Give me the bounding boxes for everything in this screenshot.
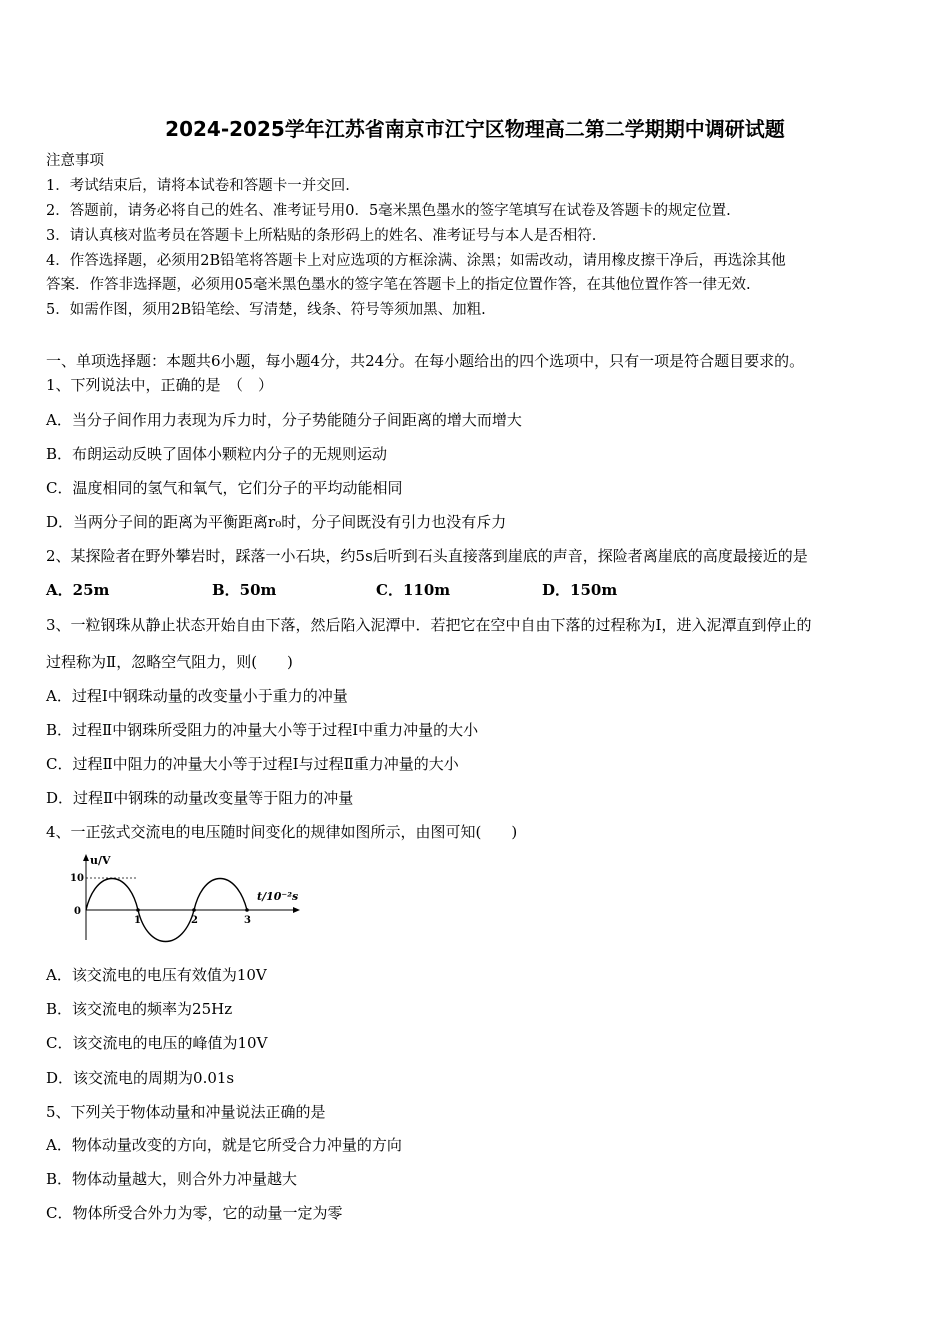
option-a: A．当分子间作用力表现为斥力时，分子势能随分子间距离的增大而增大 — [46, 411, 522, 429]
notice-item: 3．请认真核对监考员在答题卡上所粘贴的条形码上的姓名、准考证号与本人是否相符. — [46, 228, 597, 244]
section-heading: 一、单项选择题：本题共6小题，每小题4分，共24分。在每小题给出的四个选项中，只有一项是符合题目要求的。 — [46, 352, 805, 370]
x-axis-arrow — [293, 907, 300, 913]
notice-heading: 注意事项 — [46, 153, 104, 169]
notice-item: 4．作答选择题，必须用2B铅笔将答题卡上对应选项的方框涂满、涂黑；如需改动，请用橡皮擦干净后，再选涂其他 — [46, 253, 786, 269]
origin-label: 0 — [74, 906, 81, 917]
option-d: D．当两分子间的距离为平衡距离r₀时，分子间既没有引力也没有斥力 — [46, 513, 507, 531]
option-b: B．50m — [212, 581, 277, 599]
tick-dot — [192, 908, 196, 912]
option-c: C．过程Ⅱ中阻力的冲量大小等于过程Ⅰ与过程Ⅱ重力冲量的大小 — [46, 755, 459, 773]
peak-tick-label: 10 — [70, 873, 84, 884]
option-b: B．物体动量越大，则合外力冲量越大 — [46, 1170, 298, 1188]
tick-dot — [245, 908, 249, 912]
option-a: A．25m — [46, 581, 110, 599]
x-tick-label: 1 — [134, 915, 141, 926]
voltage-time-graph — [70, 852, 310, 944]
option-b: B．布朗运动反映了固体小颗粒内分子的无规则运动 — [46, 445, 388, 463]
question-stem: 2、某探险者在野外攀岩时，踩落一小石块，约5s后听到石头直接落到崖底的声音，探险者离崖底的高度最接近的是 — [46, 547, 808, 565]
x-tick-label: 3 — [244, 915, 251, 926]
notice-item: 答案．作答非选择题，必须用05毫米黑色墨水的签字笔在答题卡上的指定位置作答，在其他位置作答一律无效. — [46, 277, 751, 293]
question-stem: 4、一正弦式交流电的电压随时间变化的规律如图所示，由图可知( ) — [46, 823, 518, 841]
x-tick-label: 2 — [191, 915, 198, 926]
y-axis-label: u/V — [90, 854, 111, 867]
question-stem-cont: 过程称为Ⅱ，忽略空气阻力，则( ) — [46, 653, 293, 671]
notice-item: 1．考试结束后，请将本试卷和答题卡一并交回. — [46, 178, 350, 194]
page-title: 2024-2025学年江苏省南京市江宁区物理高二第二学期期中调研试题 — [165, 117, 785, 141]
option-c: C．物体所受合外力为零，它的动量一定为零 — [46, 1204, 343, 1222]
option-d: D．150m — [542, 581, 618, 599]
option-b: B．该交流电的频率为25Hz — [46, 1000, 233, 1018]
option-c: C．该交流电的电压的峰值为10V — [46, 1034, 268, 1052]
option-d: D．过程Ⅱ中钢珠的动量改变量等于阻力的冲量 — [46, 789, 354, 807]
option-a: A．该交流电的电压有效值为10V — [46, 966, 267, 984]
question-stem: 5、下列关于物体动量和冲量说法正确的是 — [46, 1103, 326, 1121]
y-axis-arrow — [83, 854, 89, 861]
question-stem: 1、下列说法中，正确的是 （ ） — [46, 376, 274, 394]
notice-item: 5．如需作图，须用2B铅笔绘、写清楚，线条、符号等须加黑、加粗. — [46, 302, 486, 318]
notice-item: 2．答题前，请务必将自己的姓名、准考证号用0．5毫米黑色墨水的签字笔填写在试卷及答题卡的规定位置. — [46, 203, 731, 219]
option-c: C．温度相同的氢气和氧气，它们分子的平均动能相同 — [46, 479, 403, 497]
option-b: B．过程Ⅱ中钢珠所受阻力的冲量大小等于过程Ⅰ中重力冲量的大小 — [46, 721, 479, 739]
option-c: C．110m — [376, 581, 451, 599]
option-a: A．过程Ⅰ中钢珠动量的改变量小于重力的冲量 — [46, 687, 348, 705]
x-axis-label: t/10⁻²s — [257, 890, 299, 903]
option-a: A．物体动量改变的方向，就是它所受合力冲量的方向 — [46, 1136, 402, 1154]
question-stem: 3、一粒钢珠从静止状态开始自由下落，然后陷入泥潭中．若把它在空中自由下落的过程称为Ⅰ，进入泥潭直到停止的 — [46, 616, 812, 634]
tick-dot — [136, 908, 140, 912]
option-d: D．该交流电的周期为0.01s — [46, 1069, 235, 1087]
